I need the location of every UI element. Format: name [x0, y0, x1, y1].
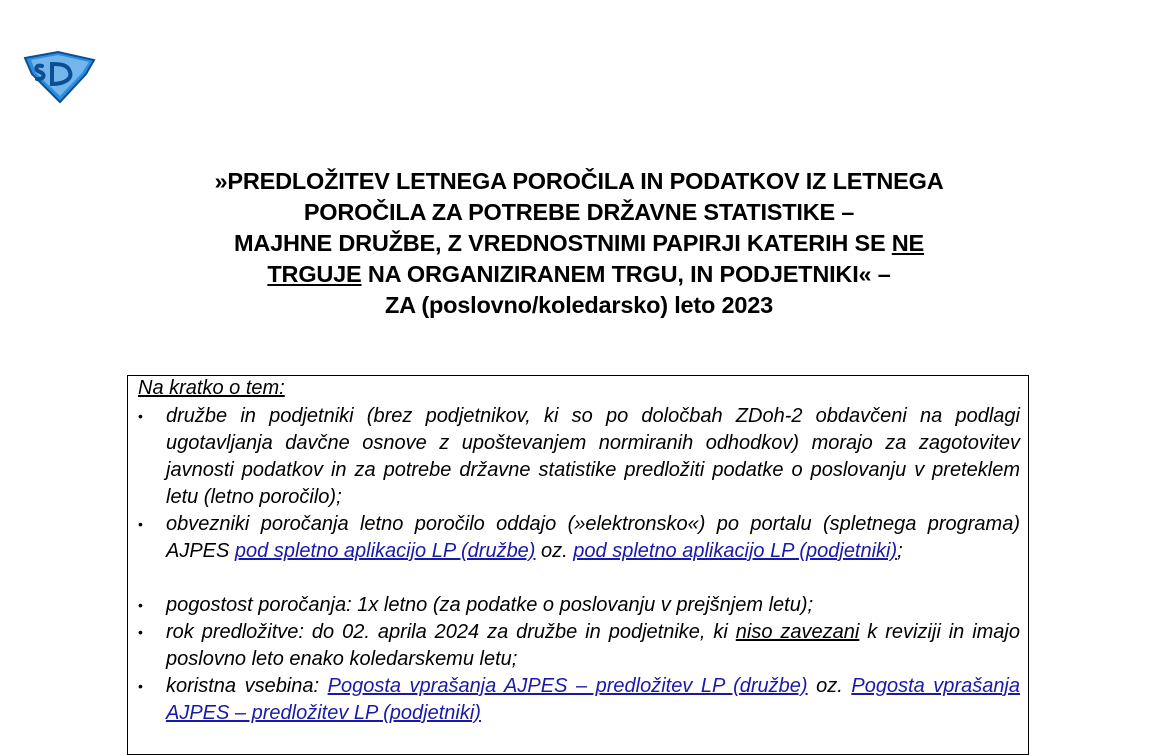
item-text: oz.: [807, 675, 852, 697]
title-trguje-underlined: TRGUJE: [267, 261, 362, 287]
bullet-icon: •: [138, 597, 143, 613]
summary-box: [127, 375, 1029, 755]
list-item: [138, 592, 1020, 619]
title-line-4-text: NA ORGANIZIRANEM TRGU, IN PODJETNIKI« –: [361, 261, 891, 287]
title-line-2: POROČILA ZA POTREBE DRŽAVNE STATISTIKE –: [303, 199, 855, 225]
item-text: pogostost poročanja: 1x letno (za podatke o poslovanju v prejšnjem letu);: [166, 594, 814, 616]
link-faq-druzbe[interactable]: Pogosta vprašanja AJPES – predložitev LP (družbe): [327, 675, 808, 697]
summary-heading: Na kratko o tem:: [138, 377, 285, 399]
document-title: [130, 166, 1028, 321]
list-item: [138, 673, 1020, 727]
item-text: koristna vsebina:: [166, 675, 328, 697]
title-line-3: [130, 228, 1028, 259]
item-text: družbe in podjetniki (brez podjetnikov, ki so po določbah ZDoh-2 obdavčeni na podlagi ugotavljanja davčne osnove z upoštevanjem normiranih odhodkov) morajo za zagotovitev javnosti podatkov in za potrebe državne statistike predložiti podatke o poslovanju v preteklem letu (letno poročilo);: [166, 405, 1020, 508]
title-line-1: »PREDLOŽITEV LETNEGA POROČILA IN PODATKOV IZ LETNEGA: [214, 168, 944, 194]
title-line-3-text: MAJHNE DRUŽBE, Z VREDNOSTNIMI PAPIRJI KATERIH SE: [233, 230, 892, 256]
item-text: oz.: [535, 540, 574, 562]
title-line-5: ZA (poslovno/koledarsko) leto 2023: [384, 292, 773, 318]
link-lp-druzbe[interactable]: pod spletno aplikacijo LP (družbe): [234, 540, 536, 562]
item-text: rok predložitve: do 02. aprila 2024 za družbe in podjetnike, ki: [166, 621, 736, 643]
link-lp-podjetniki[interactable]: pod spletno aplikacijo LP (podjetniki): [573, 540, 898, 562]
title-ne-underlined: NE: [891, 230, 925, 256]
bullet-icon: •: [138, 516, 143, 532]
bullet-icon: •: [138, 624, 143, 640]
bullet-icon: •: [138, 408, 143, 424]
bullet-icon: •: [138, 678, 143, 694]
list-item: [138, 403, 1020, 511]
item-text: k reviziji in imajo poslovno leto enako koledarskemu letu;: [166, 621, 1020, 670]
title-line-4: [130, 259, 1028, 290]
item-text: ;: [897, 540, 903, 562]
underlined-text: niso zavezani: [735, 621, 860, 643]
sd-logo: [22, 50, 96, 104]
item-text: obvezniki poročanja letno poročilo oddajo (»elektronsko«) po portalu (spletnega programa) AJPES: [166, 513, 1020, 562]
summary-list: [138, 403, 1020, 727]
list-item: [138, 619, 1020, 673]
link-faq-podjetniki[interactable]: Pogosta vprašanja AJPES – predložitev LP (podjetniki): [166, 675, 1021, 724]
list-item: [138, 511, 1020, 565]
